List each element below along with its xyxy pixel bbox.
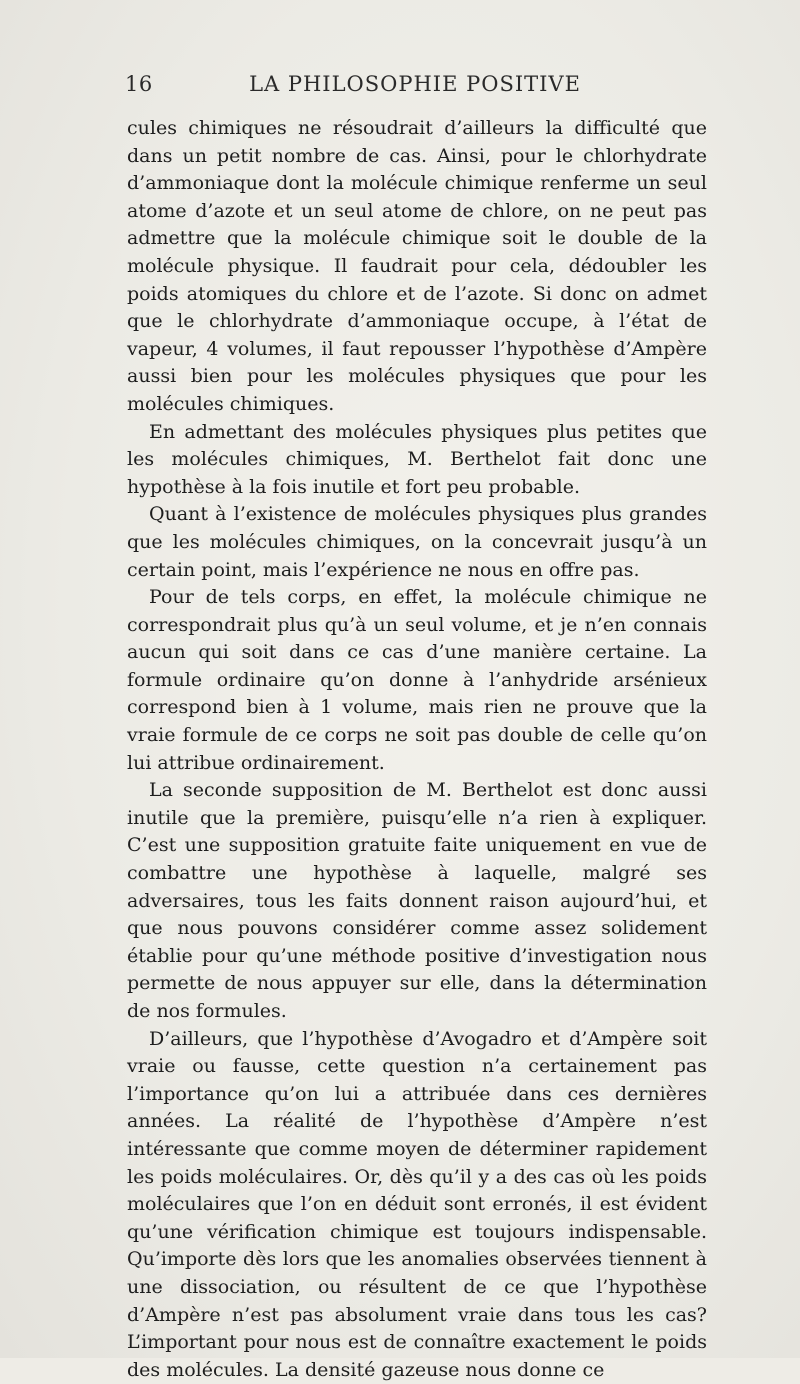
paragraph: Pour de tels corps, en effet, la molécule chimique ne correspondrait plus qu’à un seul volume, et je n’en connais aucun qui soit dans ce cas d’une manière certaine. La formule ordinaire qu’on donne à l’anhydride arsénieux correspond bien à 1 volume, mais rien ne prouve que la vraie formule de ce corps ne soit pas double de celle qu’on lui attribue ordinairement. (127, 586, 707, 774)
page-number: 16 (125, 72, 153, 96)
paragraph: Quant à l’existence de molécules physiques plus grandes que les molécules chimiques, on la concevrait jusqu’à un certain point, mais l’expérience ne nous en offre pas. (127, 503, 707, 581)
paragraph: La seconde supposition de M. Berthelot est donc aussi inutile que la première, puisqu’elle n’a rien à expliquer. C’est une supposition gratuite faite uniquement en vue de combattre une hypothèse à laquelle, malgré ses adversaires, tous les faits donnent raison aujourd’hui, et que nous pouvons considérer comme assez solidement établie pour qu’une méthode positive d’investigation nous permette de nous appuyer sur elle, dans la détermination de nos formules. (127, 779, 707, 1022)
paragraph: D’ailleurs, que l’hypothèse d’Avogadro et d’Ampère soit vraie ou fausse, cette question n’a certainement pas l’importance qu’on lui a attribuée dans ces dernières années. La réalité de l’hypothèse d’Ampère n’est intéressante que comme moyen de déterminer rapidement les poids moléculaires. Or, dès qu’il y a des cas où les poids moléculaires que l’on en déduit sont erronés, il est évident qu’une vérification chimique est toujours indispensable. Qu’importe dès lors que les anomalies observées tiennent à une dissociation, ou résultent de ce que l’hypothèse d’Ampère n’est pas absolument vraie dans tous les cas? L’important pour nous est de connaître exactement le poids des molécules. La densité gazeuse nous donne ce (127, 1027, 707, 1381)
body-text (127, 115, 707, 1384)
page-header (125, 72, 705, 106)
paragraph: En admettant des molécules physiques plus petites que les molécules chimiques, M. Berthelot fait donc une hypothèse à la fois inutile et fort peu probable. (127, 420, 707, 498)
running-title: LA PHILOSOPHIE POSITIVE (249, 72, 581, 96)
paragraph-continuation: cules chimiques ne résoudrait d’ailleurs la difficulté que dans un petit nombre de cas. Ainsi, pour le chlorhydrate d’ammoniaque dont la molécule chimique renferme un seul atome d’azote et un seul atome de chlore, on ne peut pas admettre que la molécule chimique soit le double de la molécule physique. Il faudrait pour cela, dédoubler les poids atomiques du chlore et de l’azote. Si donc on admet que le chlorhydrate d’ammoniaque occupe, à l’état de vapeur, 4 volumes, il faut repousser l’hypothèse d’Ampère aussi bien pour les molécules physiques que pour les molécules chimiques. (127, 117, 707, 415)
